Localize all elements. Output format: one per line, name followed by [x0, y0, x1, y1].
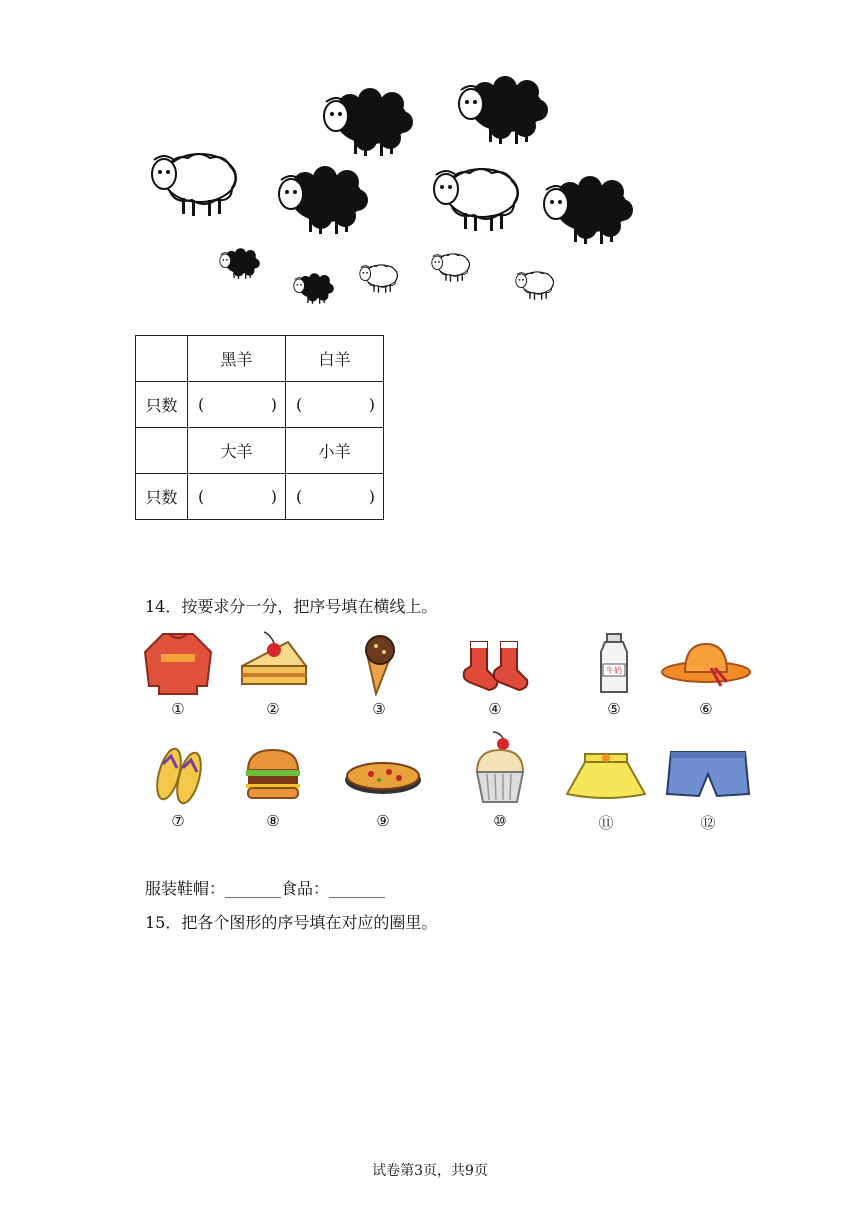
- sheep-black-large: [544, 176, 633, 244]
- item-number: ⑧: [266, 812, 280, 830]
- sheep-white-large: [152, 154, 236, 216]
- close-paren: ): [270, 395, 277, 414]
- close-paren: ): [368, 487, 375, 506]
- ice-cream-icon: [342, 628, 416, 696]
- sheep-illustration: [130, 70, 660, 320]
- item-milk-bottle: [569, 628, 659, 718]
- sheep-white-large: [434, 169, 518, 231]
- answer-cell-white[interactable]: [286, 382, 384, 428]
- item-sun-hat: [661, 628, 751, 718]
- sheep-white-small: [360, 265, 398, 293]
- answer-line: 服装鞋帽：_______食品：_______: [145, 879, 386, 898]
- item-number: ⑤: [607, 700, 621, 718]
- answer-cell-big[interactable]: [188, 474, 286, 520]
- page-footer: 试卷第3页，共9页: [372, 1163, 488, 1179]
- item-number: ③: [372, 700, 386, 718]
- item-number: ⑪: [598, 814, 614, 832]
- item-skirt: [561, 740, 651, 833]
- item-socks: [450, 628, 540, 718]
- flip-flops-icon: [141, 740, 215, 808]
- item-ice-cream: [334, 628, 424, 718]
- sheep-white-small: [516, 272, 554, 300]
- close-paren: ): [368, 395, 375, 414]
- item-sweater: [133, 628, 223, 718]
- table-row: [136, 382, 384, 428]
- item-number: ④: [488, 700, 502, 718]
- item-shorts: [663, 740, 753, 833]
- close-paren: ): [270, 487, 277, 506]
- item-number: ⑦: [171, 812, 185, 830]
- item-flip-flops: [133, 740, 223, 830]
- sheep-black-large: [324, 88, 413, 156]
- answer-cell-black[interactable]: [188, 382, 286, 428]
- item-number: ②: [266, 700, 280, 718]
- table-row: [136, 336, 384, 382]
- question-15-title: 15．把各个图形的序号填在对应的圈里。: [145, 913, 438, 932]
- hamburger-icon: [236, 740, 310, 808]
- item-number: ①: [171, 700, 185, 718]
- sheep-black-large: [459, 76, 548, 144]
- milk-bottle-icon: [577, 628, 651, 696]
- sheep-count-table: [135, 335, 384, 520]
- sheep-picture: [130, 70, 660, 320]
- item-cupcake: [455, 730, 545, 830]
- sun-hat-icon: [661, 628, 751, 696]
- header-big-sheep: 大羊: [188, 428, 286, 474]
- table-cell: [136, 336, 188, 382]
- pizza-icon: [341, 740, 425, 808]
- row-label-count: 只数: [136, 382, 188, 428]
- sheep-black-small: [294, 273, 334, 304]
- row-label-count: 只数: [136, 474, 188, 520]
- open-paren: (: [296, 487, 303, 506]
- header-small-sheep: 小羊: [286, 428, 384, 474]
- item-hamburger: [228, 740, 318, 830]
- open-paren: (: [198, 395, 205, 414]
- answer-cell-small[interactable]: [286, 474, 384, 520]
- milk-label: 牛奶: [606, 666, 622, 675]
- table-row: [136, 428, 384, 474]
- item-number: ⑨: [376, 812, 390, 830]
- sheep-white-small: [432, 254, 470, 282]
- skirt-icon: [561, 740, 651, 808]
- item-pizza: [338, 740, 428, 830]
- item-number: ⑫: [700, 814, 716, 832]
- item-number: ⑩: [493, 812, 507, 830]
- item-cake-slice: [228, 628, 318, 718]
- cupcake-icon: [463, 730, 537, 808]
- sheep-black-large: [279, 166, 368, 234]
- header-black-sheep: 黑羊: [188, 336, 286, 382]
- open-paren: (: [198, 487, 205, 506]
- socks-icon: [453, 628, 537, 696]
- header-white-sheep: 白羊: [286, 336, 384, 382]
- table-cell: [136, 428, 188, 474]
- item-number: ⑥: [699, 700, 713, 718]
- cake-slice-icon: [236, 628, 310, 696]
- sweater-icon: [141, 628, 215, 696]
- table-row: [136, 474, 384, 520]
- open-paren: (: [296, 395, 303, 414]
- question-14-title: 14．按要求分一分，把序号填在横线上。: [145, 597, 438, 616]
- sheep-black-small: [220, 248, 260, 279]
- shorts-icon: [663, 740, 753, 808]
